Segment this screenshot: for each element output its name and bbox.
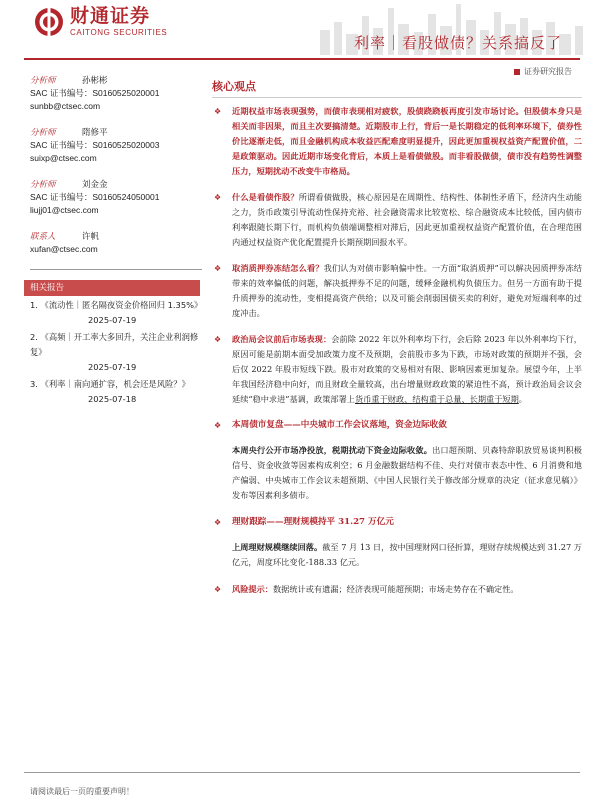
analyst-cert: SAC 证书编号：S0160525020003 — [30, 140, 160, 150]
related-report-date: 2025-07-18 — [88, 394, 137, 404]
analyst-role: 分析师 — [30, 127, 56, 137]
analyst-email: suixp@ctsec.com — [30, 153, 97, 163]
related-report-title: 3. 《利率｜南向通扩容，机会还是风险？》 — [30, 379, 190, 389]
analyst-list — [30, 74, 200, 270]
bond-review-title: 本周债市复盘——中央城市工作会议落地，资金边际收敛 — [232, 420, 447, 430]
contact-email: xufan@ctsec.com — [30, 244, 98, 254]
paragraph-body: 我们认为对债市影响偏中性。一方面“取消质押”可以解决因质押券冻结带来的效率偏低的问题，解决抵押券不足的问题，缓释金融机构负债压力。但另一方面有助于提升质押券的流动性，变相提高资产供给；以及可能会削弱国债买卖的利好，避免对短端利率的过度冲击。 — [232, 263, 582, 318]
paragraph-body: 截至 7 月 13 日，按中国理财网口径折算，理财存续规模达到 31.27 万亿元，周度环比变化-188.33 亿元。 — [232, 542, 582, 567]
related-reports-title: 相关报告 — [24, 280, 200, 296]
paragraph-lead: 什么是看债作股？ — [232, 192, 299, 202]
left-divider — [30, 269, 202, 270]
core-summary-paragraph — [212, 104, 582, 179]
paragraph-lead: 政治局会议前后市场表现： — [232, 334, 332, 344]
analyst-card — [30, 126, 200, 165]
core-summary-text: 近期权益市场表现强势，而债市表现相对疲软，股债跷跷板再度引发市场讨论。但股债本身只是相关而非因果，而且主次要搞清楚。近期股市上行，背后一是长期稳定的低利率环境下，债券性价比逐渐走低，而且金融机构成本收益匹配难度明显提升，因此更加重视权益资产配置价值，二是政策驱动。因此近期市场变化背后，本质上是看债做股。而非看股做债，债市没有趋势性调整压力，短期扰动不改变牛市格局。 — [232, 106, 582, 176]
diamond-bullet-icon: ❖ — [214, 585, 222, 594]
analyst-card — [30, 74, 200, 113]
related-report-date: 2025-07-19 — [88, 315, 137, 325]
risk-label: 风险提示： — [232, 584, 273, 594]
diamond-bullet-icon: ❖ — [214, 518, 222, 527]
core-views-title: 核心观点 — [212, 78, 582, 98]
core-paragraph-equity — [212, 190, 582, 250]
analyst-role: 分析师 — [30, 75, 56, 85]
core-paragraph-politburo — [212, 332, 582, 407]
risk-body: 数据统计或有遗漏；经济表现可能超预期；市场走势存在不确定性。 — [272, 584, 519, 594]
analyst-name: 刘金金 — [82, 179, 108, 189]
analyst-role: 分析师 — [30, 179, 56, 189]
brand-mark-icon — [34, 7, 64, 37]
contact-card — [30, 230, 200, 256]
related-report-title: 2. 《高频｜开工率大多回升，关注企业利润修复》 — [30, 332, 199, 357]
analyst-name: 隋修平 — [82, 127, 108, 137]
related-report-date: 2025-07-19 — [88, 362, 137, 372]
paragraph-lead: 取消质押券冻结怎么看？ — [232, 263, 324, 273]
analyst-card — [30, 178, 200, 217]
footer-divider — [24, 772, 580, 773]
contact-name: 许帆 — [82, 231, 100, 241]
paragraph-underline-text: 货币重于财政、结构重于总量、长期重于短期 — [355, 394, 519, 404]
diamond-bullet-icon: ❖ — [214, 193, 222, 202]
diamond-bullet-icon: ❖ — [214, 335, 222, 344]
risk-warning — [212, 582, 582, 597]
wealth-title: 理财跟踪——理财规模持平 31.27 万亿元 — [232, 517, 394, 527]
analyst-cert: SAC 证书编号：S0160524050001 — [30, 192, 160, 202]
bond-review-paragraph — [212, 443, 582, 503]
contact-role: 联系人 — [30, 231, 56, 241]
diamond-bullet-icon: ❖ — [214, 264, 222, 273]
brand-name-en: CAITONG SECURITIES — [70, 28, 168, 37]
analyst-email: liujj01@ctsec.com — [30, 205, 99, 215]
paragraph-body: 会前除 2022 年以外利率均下行，会后除 2023 年以外利率均下行，原因可能是前期本面受加政策力度不及预期，会前股市多为下跌，市场对政策的预期并不强，会后仅 2022 年股市短线下跌。股市对政策的交易相对有限、影响因素更加复杂。展望今年，上半年我国经济稳中向好，而且财政全量较高，出台增量财政政策的紧迫性不高，预计政治局会议会延续“稳中求进”基调，政策部署上 — [232, 334, 582, 404]
diamond-bullet-icon: ❖ — [214, 421, 222, 430]
paragraph-lead: 本周央行公开市场净投放，税期扰动下资金边际收敛。 — [232, 445, 433, 455]
related-report-item[interactable] — [30, 330, 200, 375]
core-paragraph-pledge — [212, 261, 582, 321]
report-title: 利率｜看股做债？关系搞反了 — [353, 34, 562, 52]
related-reports-list — [30, 298, 203, 409]
report-type-label: 证券研究报告 — [514, 66, 572, 77]
brand-name-cn: 财通证券 — [70, 5, 151, 27]
analyst-name: 孙彬彬 — [82, 75, 108, 85]
header-divider — [24, 58, 580, 60]
paragraph-tail: 。 — [518, 394, 527, 404]
report-header — [0, 0, 600, 62]
brand-logo — [34, 6, 167, 37]
diamond-bullet-icon: ❖ — [214, 107, 222, 116]
analyst-cert: SAC 证书编号：S0160525020001 — [30, 88, 160, 98]
paragraph-body: 出口超预期、贝森特辞职放贸易谈判积极信号、资金收敛等因素构成利空；6 月金融数据结构不佳、央行对债市表态中性、6 月消费和地产偏弱、中央城市工作会议未超预期、《中国人民银行关于修改部分规章的决定（征求意见稿）》发布等因素利多债市。 — [232, 445, 582, 500]
related-report-title: 1. 《流动性｜匿名隔夜资金价格回归 1.35%》 — [30, 300, 203, 310]
related-report-item[interactable] — [30, 298, 203, 328]
paragraph-lead: 上周理财规模继续回落。 — [232, 542, 323, 552]
footer-disclaimer-note: 请阅读最后一页的重要声明！ — [30, 787, 134, 796]
analyst-email: sunbb@ctsec.com — [30, 101, 101, 111]
main-content — [212, 78, 582, 608]
wealth-heading — [212, 515, 582, 530]
square-bullet-icon — [514, 69, 520, 75]
bond-review-heading — [212, 418, 582, 433]
related-report-item[interactable] — [30, 377, 200, 407]
wealth-paragraph — [212, 540, 582, 570]
paragraph-body: 所谓看债做股，核心原因是在周期性、结构性、体制性矛盾下，经济内生动能之力，货币政策引导流动性保持充裕、社会融资需求比较宽松、综合融资成本比较低，国内债市利率跟随长期下行，而机构负债端调整相对滞后，因此更加重视权益资产配置价值，在合理范围内通过权益资产优化配置提升长期预期回报水平。 — [232, 192, 582, 247]
